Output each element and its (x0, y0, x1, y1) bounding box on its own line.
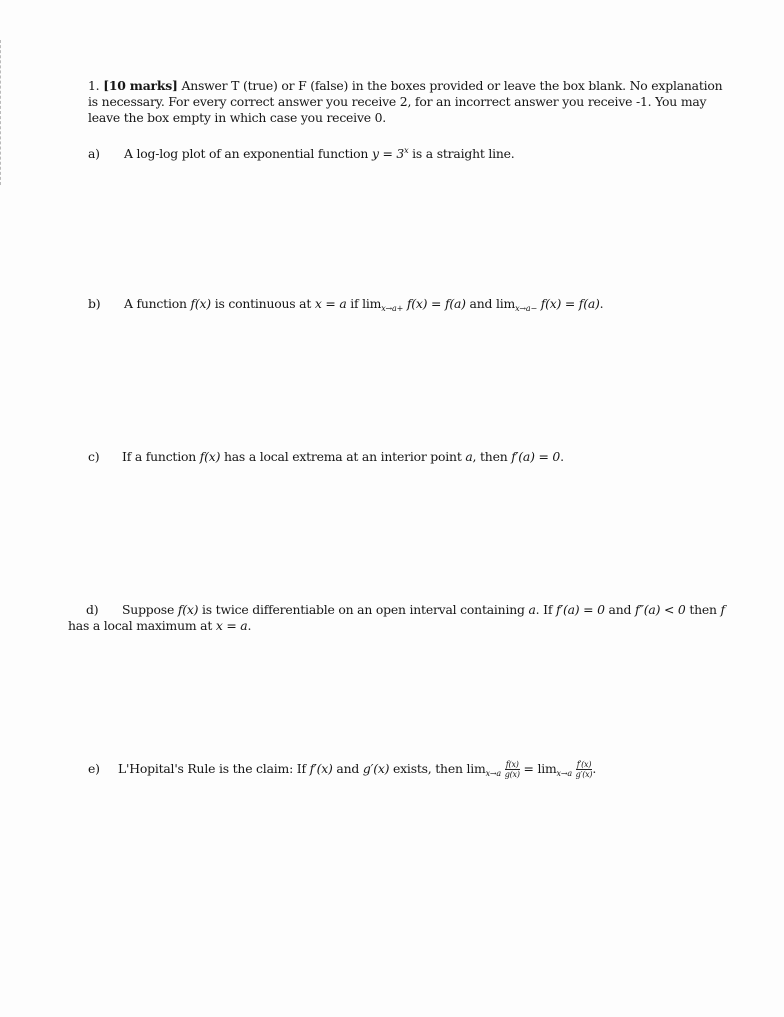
item-label: d) (86, 602, 99, 617)
math-expr: f(x) = f(a) (403, 296, 466, 311)
item-a (88, 146, 515, 161)
question-marks: [10 marks] (103, 78, 178, 93)
item-text: has a local maximum at (68, 618, 216, 633)
item-text: is continuous at (210, 296, 315, 311)
math-expr: f′(a) = 0 (555, 602, 605, 617)
numerator: f′(x) (576, 760, 592, 769)
math-sub: x→a (485, 769, 501, 778)
item-text: . (247, 618, 252, 633)
item-text: If a function (122, 449, 200, 464)
math-expr: f(x) (177, 602, 199, 617)
math-sup: x (404, 146, 409, 155)
item-text: has a local extrema at an interior point (220, 449, 466, 464)
item-text: L'Hopital's Rule is the claim: If (118, 761, 310, 776)
item-b (88, 296, 603, 313)
math-expr: f′(x) (309, 761, 333, 776)
item-text: . (592, 761, 597, 776)
math-expr: f (720, 602, 725, 617)
item-label: b) (88, 296, 101, 311)
math-sub: x→a+ (381, 304, 404, 313)
item-text: if lim (346, 296, 382, 311)
question-number: 1. (88, 78, 100, 93)
math-sub: x→a (556, 769, 572, 778)
math-expr: x = a (215, 618, 248, 633)
math-expr: y = 3 (371, 146, 405, 162)
item-e (88, 760, 596, 779)
item-text: A log-log plot of an exponential function (124, 146, 372, 162)
math-expr: f(x) (199, 449, 221, 464)
denominator: g′(x) (575, 770, 593, 779)
instructions-text: Answer T (true) or F (false) in the boxes provided or leave the box blank. No explanation is necessary. For every correct answer you receive 2, for an incorrect answer you receive -1. You may leave the box empty in which case you receive 0. (88, 78, 723, 125)
item-text: = lim (519, 761, 557, 776)
item-text: A function (124, 296, 191, 311)
numerator: f(x) (505, 760, 519, 769)
item-c (88, 449, 564, 464)
math-sub: x→a− (515, 304, 537, 313)
item-text: and (604, 602, 635, 617)
item-text: , then (472, 449, 512, 464)
item-text: . (560, 449, 564, 464)
fraction (505, 760, 520, 779)
item-text: and lim (465, 296, 516, 311)
math-expr: f″(a) < 0 (634, 602, 686, 617)
item-label: e) (88, 761, 100, 776)
fraction (576, 760, 593, 779)
math-expr: f(x) (190, 296, 211, 311)
item-label: a) (88, 146, 100, 162)
math-expr: x = a (314, 296, 347, 311)
item-text: is twice differentiable on an open interval containing (198, 602, 529, 617)
question-instructions (74, 78, 734, 126)
item-text: Suppose (122, 602, 178, 617)
item-text: . If (535, 602, 556, 617)
item-text: then (685, 602, 721, 617)
math-expr: f(x) = f(a) (536, 296, 600, 311)
item-text: exists, then lim (389, 761, 486, 776)
page-edge-mark (0, 40, 3, 185)
math-expr: a (465, 449, 473, 464)
math-expr: g′(x) (362, 761, 390, 776)
item-text: . (599, 296, 604, 311)
denominator: g(x) (504, 770, 520, 779)
item-d (68, 602, 738, 634)
math-expr: f′(a) = 0 (511, 449, 561, 464)
math-expr: a (528, 602, 536, 617)
item-text: is a straight line. (408, 146, 515, 162)
item-text: and (332, 761, 363, 776)
item-label: c) (88, 449, 100, 464)
